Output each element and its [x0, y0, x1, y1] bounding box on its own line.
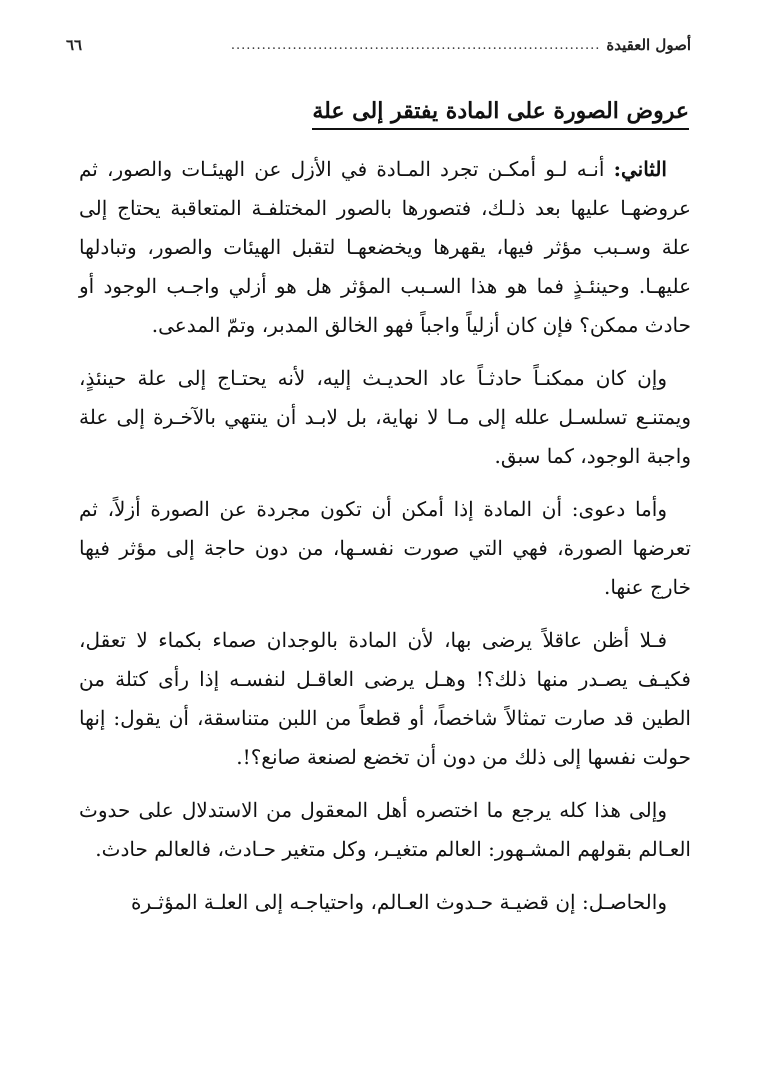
- paragraph-4: [79, 621, 691, 777]
- paragraph-3: [79, 490, 691, 607]
- running-header: [66, 34, 691, 56]
- paragraph-text: وإن كان ممكنـاً حادثـاً عاد الحديـث إليه، لأنه يحتـاج إلى علة حينئذٍ، ويمتنـع تسلسـل علله إلى مـا لا نهاية، بل لابـد أن ينتهي بالآخـرة إلى علة واجبة الوجود، كما سبق.: [79, 366, 691, 468]
- paragraph-5: [79, 791, 691, 869]
- paragraph-text: أنـه لـو أمكـن تجرد المـادة في الأزل عن الهيئـات والصور، ثم عروضهـا عليها بعد ذلـك، فتصورها بالصور المختلفـة المتعاقبة يحتاج إلى علة وسـبب مؤثر فيها، يقهرها ويخضعهـا لتقبل الهيئات والصور، وتبادلها عليهـا. وحينئـذٍ فما هو هذا السـبب المؤثر هل هو أزلي واجـب الوجود أو حادث ممكن؟ فإن كان أزلياً واجباً فهو الخالق المدبر، وتمّ المدعى.: [79, 157, 691, 337]
- paragraph-text: وإلى هذا كله يرجع ما اختصره أهل المعقول من الاستدلال على حدوث العـالم بقولهم المشـهور: العالم متغيـر، وكل متغير حـادث، فالعالم حادث.: [79, 798, 691, 861]
- body-text: [79, 150, 691, 936]
- paragraph-lead: الثاني:: [613, 157, 667, 181]
- paragraph-text: فـلا أظن عاقلاً يرضى بها، لأن المادة بالوجدان صماء بكماء لا تعقل، فكيـف يصـدر منها ذلك؟! وهـل يرضى العاقـل لنفسـه إذا رأى كتلة من الطين قد صارت تمثالاً شاخصاً، أو قطعاً من اللبن متناسقة، أن يقول: إنها حولت نفسها إلى ذلك من دون أن تخضع لصنعة صانع؟!.: [79, 628, 691, 769]
- paragraph-text: والحاصـل: إن قضيـة حـدوث العـالم، واحتياجـه إلى العلـة المؤثـرة: [131, 890, 667, 914]
- paragraph-6: [79, 883, 691, 922]
- paragraph-2: [79, 359, 691, 476]
- paragraph-text: وأما دعوى: أن المادة إذا أمكن أن تكون مجردة عن الصورة أزلاً، ثم تعرضها الصورة، فهي التي صورت نفسـها، من دون حاجة إلى مؤثر فيها خارج عنها.: [79, 497, 691, 599]
- header-dot-leader: ........................................................................: [230, 37, 601, 53]
- page-number: ٦٦: [66, 36, 83, 54]
- section-title: عروض الصورة على المادة يفتقر إلى علة: [312, 98, 689, 130]
- header-book-title: أصول العقيدة: [606, 36, 691, 54]
- paragraph-1: [79, 150, 691, 345]
